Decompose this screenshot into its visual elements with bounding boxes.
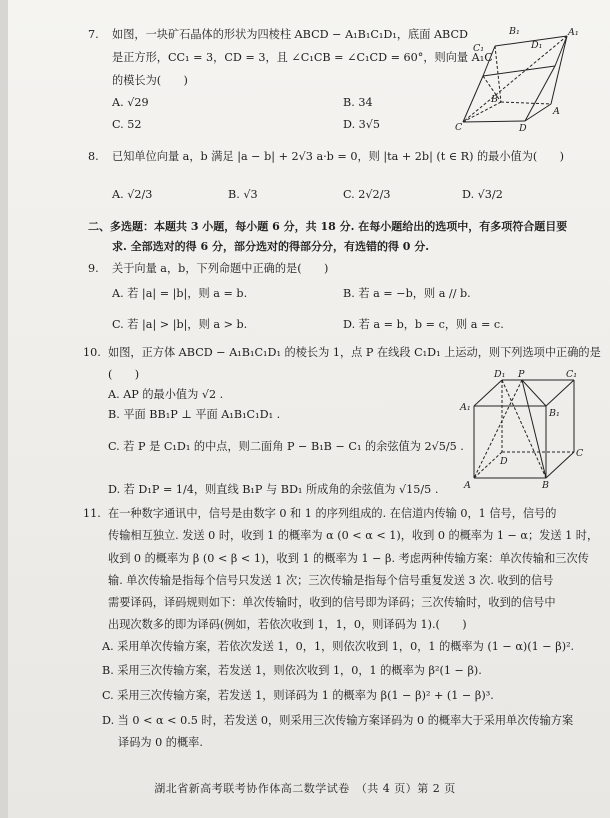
q7-label-d1: D₁ [531,40,543,51]
q9-option-c[interactable]: C. 若 |a| > |b|，则 a > b. [112,318,248,331]
q10-label-d: D [500,456,508,467]
q7-label-d: D [519,123,527,132]
q7-label-b: B [491,94,498,105]
q7-option-d[interactable]: D. 3√5 [343,118,381,131]
q10-label-d1: D₁ [494,369,506,380]
q11-option-d-line2: 译码为 0 的概率. [118,736,203,749]
q11-line1: 在一种数字通讯中，信号是由数字 0 和 1 的序列组成的. 在信道内传输 0，1 信号，信号的 [108,507,557,520]
q9-number: 9. [88,262,99,275]
q11-option-d-line1[interactable]: D. 当 0 < α < 0.5 时，若发送 0，则采用三次传输方案译码为 0 的概率大于采用单次传输方案 [102,714,574,727]
q9-option-d[interactable]: D. 若 a = b，b = c，则 a = c. [343,318,504,331]
q11-line4: 输. 单次传输是指每个信号只发送 1 次；三次传输是指每个信号重复发送 3 次. 收到的信号 [108,574,554,587]
q10-label-a: A [464,480,471,490]
page-edge-shadow [0,0,8,818]
q11-line6: 出现次数多的即为译码(例如，若依次收到 1，1，0，则译码为 1).( ) [108,618,467,631]
q10-line1: 如图，正方体 ABCD − A₁B₁C₁D₁ 的棱长为 1，点 P 在线段 C₁D₁ 上运动，则下列选项中正确的是 [108,346,601,359]
q8-number: 8. [88,150,99,163]
q7-label-c: C [455,122,463,132]
q7-label-c1: C₁ [473,43,485,54]
page-footer: 湖北省新高考联考协作体高二数学试卷 （共 4 页）第 2 页 [154,782,456,795]
q11-line3: 收到 0 的概率为 β (0 < β < 1)，收到 1 的概率为 1 − β. 考虑两种传输方案：单次传输和三次传 [108,552,589,565]
q11-number: 11. [83,507,101,520]
q9-stem: 关于向量 a，b，下列命题中正确的是( ) [112,262,329,275]
q10-label-b: B [542,480,549,490]
q8-stem: 已知单位向量 a，b 满足 |a − b| + 2√3 a·b = 0，则 |ta + 2b| (t ∈ R) 的最小值为( ) [112,150,565,163]
q7-label-a1: A₁ [568,27,579,38]
q11-option-c[interactable]: C. 采用三次传输方案，若发送 1，则译码为 1 的概率为 β(1 − β)² + (1 − β)³. [102,689,494,702]
q10-label-p: P [518,369,525,380]
q10-label-c1: C₁ [566,369,578,380]
q10-option-d[interactable]: D. 若 D₁P = 1/4，则直线 B₁P 与 BD₁ 所成角的余弦值为 √15/5 . [108,483,439,496]
q10-option-c[interactable]: C. 若 P 是 C₁D₁ 的中点，则二面角 P − B₁B − C₁ 的余弦值为 2√5/5 . [108,440,464,453]
q10-line2: ( ) [108,368,140,381]
q9-option-a[interactable]: A. 若 |a| = |b|，则 a = b. [112,287,248,300]
q10-number: 10. [83,346,101,359]
q7-prism-figure [455,24,595,132]
q11-line2: 传输相互独立. 发送 0 时，收到 1 的概率为 α (0 < α < 1)，收到 0 的概率为 1 − α；发送 1 时， [108,529,599,542]
q9-option-b[interactable]: B. 若 a = −b，则 a // b. [343,287,471,300]
q10-label-a1: A₁ [460,402,471,413]
q10-cube-figure [456,368,590,490]
q10-option-b[interactable]: B. 平面 BB₁P ⊥ 平面 A₁B₁C₁D₁ . [108,408,281,421]
q7-line1: 如图，一块矿石晶体的形状为四棱柱 ABCD − A₁B₁C₁D₁，底面 ABCD [112,28,469,41]
q11-line5: 需要译码，译码规则如下：单次传输时，收到的信号即为译码；三次传输时，收到的信号中 [108,596,556,609]
q7-number: 7. [88,28,99,41]
q8-option-d[interactable]: D. √3/2 [462,188,503,201]
section2-header-line2: 求. 全部选对的得 6 分，部分选对的得部分分，有选错的得 0 分. [112,240,430,253]
q11-option-b[interactable]: B. 采用三次传输方案，若发送 1，则依次收到 1，0，1 的概率为 β²(1 − β). [102,664,482,677]
q10-option-a[interactable]: A. AP 的最小值为 √2 . [108,388,224,401]
q7-line3: 的模长为( ) [112,74,188,87]
q7-label-a: A [553,106,560,117]
q7-option-c[interactable]: C. 52 [112,118,142,131]
q11-option-a[interactable]: A. 采用单次传输方案，若依次发送 1，0，1，则依次收到 1，0，1 的概率为 (1 − α)(1 − β)². [102,640,575,653]
q7-option-b[interactable]: B. 34 [343,96,373,109]
q8-option-c[interactable]: C. 2√2/3 [343,188,391,201]
q7-label-b1: B₁ [509,26,520,37]
q10-label-b1: B₁ [549,408,560,419]
q7-option-a[interactable]: A. √29 [112,96,149,109]
q7-line2: 是正方形，CC₁ = 3，CD = 3，且 ∠C₁CB = ∠C₁CD = 60°，则向量 A₁C [112,51,493,64]
q10-label-c: C [576,448,584,459]
section2-header-line1: 二、多选题：本题共 3 小题，每小题 6 分，共 18 分. 在每小题给出的选项中，有多项符合题目要 [88,220,568,233]
q8-option-b[interactable]: B. √3 [228,188,258,201]
q8-option-a[interactable]: A. √2/3 [112,188,153,201]
